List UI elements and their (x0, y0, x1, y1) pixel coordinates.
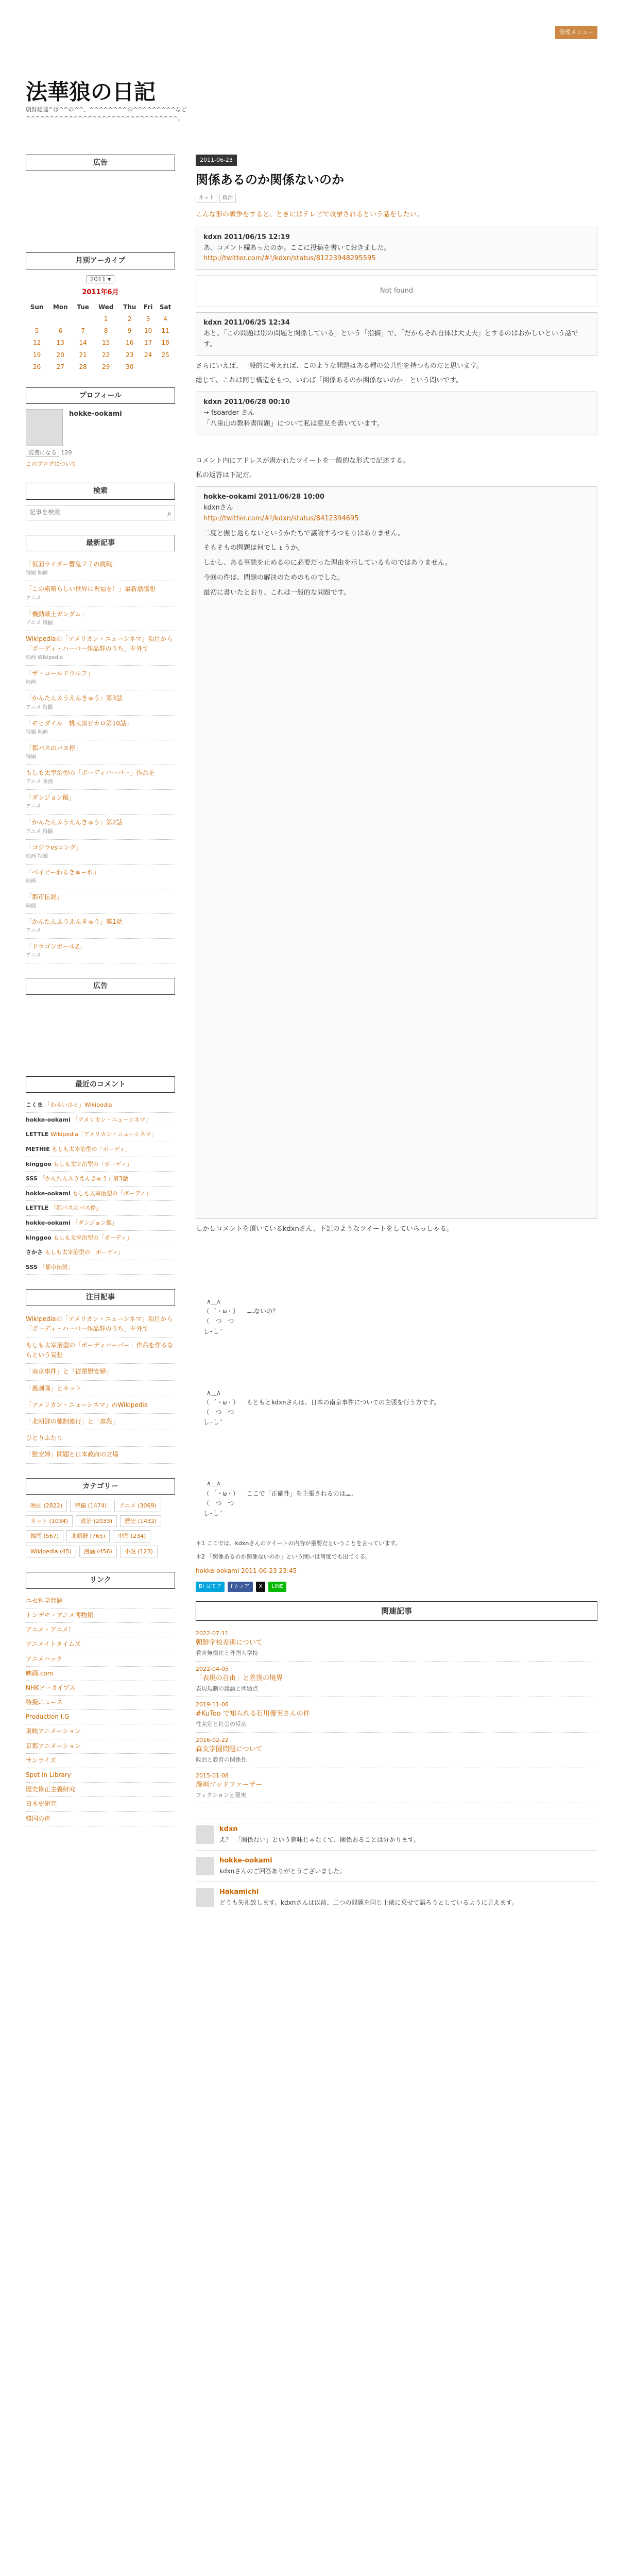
calendar-day[interactable]: 24 (144, 351, 152, 359)
search-widget (26, 483, 175, 520)
calendar-day[interactable]: 12 (32, 339, 41, 347)
share-button[interactable]: LINE (268, 1582, 286, 1592)
paragraph: 二度と振じ返らないというかたちで議論するつもりはありません。 (203, 529, 405, 537)
list-item (26, 939, 175, 963)
calendar-week (26, 313, 175, 325)
profile-widget (26, 387, 175, 469)
category-link[interactable]: 北朝鮮 (765) (66, 1530, 110, 1543)
comment-link[interactable]: もしも太宰治型の「ボーディ」 (53, 1160, 132, 1167)
external-link[interactable]: ニセ科学問題 (26, 1594, 175, 1608)
article-link[interactable]: Wikipediaの「アメリカン・ニューシネマ」項目から「ボーディ・ハーパー作品群のうち」を外す (26, 635, 173, 652)
site-title[interactable]: 法華狼の日記 (26, 79, 156, 105)
calendar-week (26, 349, 175, 361)
comment-author[interactable]: hokke-ookami (26, 1219, 73, 1226)
related-item (196, 1662, 597, 1697)
calendar-day[interactable]: 27 (56, 363, 64, 370)
embed-not-found: Not found (196, 275, 597, 307)
calendar-day[interactable]: 13 (56, 339, 64, 347)
paragraph: そもそもの問題は何でしょうか。 (203, 544, 304, 552)
popular-link[interactable]: 「風刺画」とネット (26, 1384, 82, 1392)
popular-link[interactable]: 「アメリカン・ニューシネマ」のWikipedia (26, 1401, 148, 1409)
related-date: 2022-04-05 (196, 1665, 229, 1672)
article-link[interactable]: 「都バスのバス停」 (26, 744, 82, 752)
list-item (26, 1187, 175, 1201)
search-icon[interactable]: ⌕ (167, 509, 171, 518)
list-item (26, 1098, 175, 1113)
article-link[interactable]: 「機動戦士ガンダム」 (26, 610, 88, 618)
article-link[interactable]: 「仮面ライダー響鬼２７の挑戦」 (26, 561, 118, 568)
list-item (26, 1397, 175, 1414)
comment-link[interactable]: Wikipedia「アメリカン・ニューシネマ」 (50, 1131, 157, 1138)
comment-author[interactable]: Hakamichi (219, 1888, 259, 1896)
share-button[interactable]: X (256, 1582, 266, 1592)
paragraph: さらにいえば、一般的に考えれば、このような問題はある種の公共性を持つものだと思います。 (196, 362, 483, 370)
list-item (26, 765, 175, 790)
quote-body: → fsoarder さん (203, 409, 255, 417)
article-meta: 映画 (26, 680, 36, 686)
popular-title: 注目記事 (26, 1289, 175, 1306)
calendar-day (73, 313, 93, 325)
comment-link[interactable]: 「かんたんふうえんきゅう」第3話 (39, 1175, 128, 1182)
calendar-day[interactable]: 21 (79, 351, 87, 359)
calendar-day (26, 313, 48, 325)
recent-comments-title: 最近のコメント (26, 1076, 175, 1093)
related-date: 2022-07-11 (196, 1630, 229, 1637)
calendar-day[interactable]: 4 (163, 315, 167, 323)
sidebar (26, 155, 175, 1841)
article-meta: 特撮 映画 (26, 570, 48, 577)
quote-body: kdxnさん (203, 503, 233, 512)
article-meta: アニメ 特撮 (26, 620, 53, 626)
comment-body: kdxnさんのご回答ありがとうございました。 (219, 1868, 346, 1875)
comment-link[interactable]: 「都市伝説」 (39, 1263, 74, 1270)
article-meta: アニメ 特撮 (26, 828, 53, 835)
related-link[interactable]: 漫画ゴッドファーザー (196, 1781, 263, 1789)
list-item (26, 690, 175, 715)
article-link[interactable]: 「ダンジョン飯」 (26, 794, 75, 802)
popular-link[interactable]: ひとりふたり (26, 1434, 63, 1442)
external-link[interactable]: アニメイトタイムズ (26, 1637, 175, 1652)
category-title: カテゴリー (26, 1478, 175, 1495)
list-item (26, 1364, 175, 1380)
list-item (26, 666, 175, 690)
comment-author[interactable]: SSS (26, 1175, 40, 1182)
search-title: 検索 (26, 483, 175, 499)
article-meta: アニメ (26, 804, 41, 810)
comment (196, 1882, 597, 1913)
external-link[interactable]: 映画.com (26, 1667, 175, 1681)
quote-body: 「八重山の教科書問題」について私は意見を書いています。 (203, 419, 384, 428)
calendar-day[interactable]: 15 (102, 339, 110, 347)
article-link[interactable]: 「かんたんふうえんきゅう」第2話 (26, 819, 123, 826)
comment-body: どうも失礼致します。kdxnさんは以前、二つの問題を同じ土俵に乗せて語ろうとしているように見えます。 (219, 1899, 518, 1907)
links-widget (26, 1572, 175, 1826)
related-excerpt: 教育無償化と外国人学校 (196, 1649, 258, 1656)
related-link[interactable]: 森友学園問題について (196, 1745, 263, 1754)
external-link[interactable]: アニメハック (26, 1652, 175, 1667)
comment-author[interactable]: kinggoo (26, 1234, 54, 1241)
article-meta: アニメ (26, 953, 41, 959)
ad-space (26, 176, 175, 238)
category-link[interactable]: ネット (1034) (26, 1515, 73, 1528)
comment-link[interactable]: 「ダンジョン飯」 (72, 1219, 118, 1226)
related-item (196, 1733, 597, 1768)
quote-link[interactable]: http://twitter.com/#!/kdxn/status/81223948295595 (203, 255, 376, 263)
post-date[interactable]: 2011-06-23 (196, 155, 237, 166)
article-link[interactable]: 「かんたんふうえんきゅう」第1話 (26, 918, 123, 926)
category-link[interactable]: 特撮 (1474) (70, 1500, 111, 1512)
profile-name[interactable]: hokke-ookami (69, 410, 122, 418)
list-item (26, 1414, 175, 1430)
footnote: ＊2 「関係あるのか関係ないのか」という問いは何度でも出てくる。 (196, 1553, 371, 1560)
list-item (26, 1113, 175, 1128)
calendar (26, 301, 175, 373)
article-meta: 映画 (26, 903, 36, 909)
category-link[interactable]: 韓国 (567) (26, 1530, 63, 1543)
post-title[interactable]: 関係あるのか関係ないのか (196, 172, 344, 187)
calendar-week (26, 361, 175, 373)
calendar-day[interactable]: 6 (58, 327, 63, 335)
calendar-day[interactable]: 8 (104, 327, 108, 335)
article-link[interactable]: 「モビダイル 桃太郎ピカロ第10話」 (26, 719, 133, 727)
comment-author[interactable]: hokke-ookami (26, 1190, 73, 1197)
note: コメント内にアドレスが書かれたツイートを一般的な形式で記述する。 (196, 456, 409, 465)
comment-link[interactable]: もしも太宰治型の「ボーディ」 (44, 1249, 124, 1256)
calendar-day (48, 313, 73, 325)
ascii-art-1: ∧＿∧ （ ´・ω・） ……ないの？ （ つ つ し-し' (203, 1297, 279, 1335)
comment-author[interactable]: LETTLE (26, 1205, 51, 1212)
page (10, 0, 608, 2576)
list-item (26, 581, 175, 606)
quote-head: kdxn 2011/06/25 12:34 (203, 319, 290, 327)
related-item (196, 1626, 597, 1662)
calendar-week (26, 325, 175, 337)
list-item (26, 1381, 175, 1397)
related-date: 2015-01-08 (196, 1772, 229, 1779)
recent-comments-widget (26, 1076, 175, 1275)
article-meta: 映画 Wikipedia (26, 655, 63, 661)
note: 私の返答は下記だ。 (196, 471, 256, 480)
list-item (26, 1337, 175, 1364)
list-item (26, 1245, 175, 1260)
external-link[interactable]: 特撮ニュース (26, 1696, 175, 1710)
ad-widget (26, 155, 175, 238)
category-link[interactable]: アニメ (3069) (114, 1500, 161, 1512)
external-link[interactable]: サンライズ (26, 1754, 175, 1768)
comment-author[interactable]: さかさ (26, 1249, 45, 1256)
archive-title: 月別アーカイブ (26, 252, 175, 269)
external-link[interactable]: NHKアーカイブス (26, 1681, 175, 1696)
quote-4 (196, 486, 597, 1219)
article-meta: アニメ (26, 595, 41, 601)
category-widget (26, 1478, 175, 1558)
comment-link[interactable]: 「わるいひと」Wikipedia (44, 1101, 112, 1109)
footnote: ＊1 ここでは、kdxnさんのツイートの内容が重要だということを言っています。 (196, 1540, 401, 1547)
related-excerpt: 政治と教育の関係性 (196, 1756, 247, 1763)
popular-widget (26, 1289, 175, 1463)
article-meta: 映画 特撮 (26, 853, 48, 859)
calendar-day[interactable]: 22 (102, 351, 110, 359)
list-item (26, 606, 175, 631)
popular-link[interactable]: もしも太宰治型の「ボーディハーパー」作品を作るならという妄想 (26, 1342, 174, 1359)
popular-link[interactable]: 「慰安婦」問題と日本政府の立場 (26, 1451, 119, 1459)
external-link[interactable]: トンデモ・アニメ博物館 (26, 1608, 175, 1623)
paragraph: 今回の件は、問題の解決のためのものでした。 (203, 573, 345, 582)
quote-1 (196, 227, 597, 270)
list-item (26, 865, 175, 889)
calendar-weekday: Fri (143, 303, 153, 311)
calendar-weekday: Sun (30, 303, 44, 311)
comment-author[interactable]: hokke-ookami (219, 1857, 272, 1865)
list-item (26, 1172, 175, 1187)
ad-space-2 (26, 1000, 175, 1062)
calendar-day[interactable]: 11 (161, 327, 169, 335)
calendar-day[interactable]: 16 (126, 339, 134, 347)
comment (196, 1850, 597, 1882)
comment-author[interactable]: kdxn (219, 1825, 238, 1834)
list-item (26, 1311, 175, 1337)
ascii-art-2: ∧＿∧ （ ´・ω・） もともとkdxnさんは、日本の南京事件についての主張を行う方です。 （ つ つ し-し' (203, 1388, 440, 1426)
archive-current-month[interactable]: 2011年6月 (82, 288, 119, 296)
list-item (26, 1127, 175, 1142)
list-item (26, 716, 175, 740)
calendar-day[interactable]: 3 (146, 315, 150, 323)
comment-author[interactable]: LETTLE (26, 1131, 51, 1138)
comment-link[interactable]: 「都バスのバス停」 (50, 1205, 102, 1212)
category-link[interactable]: 中国 (234) (113, 1530, 150, 1543)
calendar-day[interactable]: 17 (144, 339, 152, 347)
avatar[interactable] (196, 1888, 214, 1907)
related-link[interactable]: #KuToo で知られる石川優実さんの件 (196, 1710, 310, 1718)
article-link[interactable]: 「ザ・コールドウルフ」 (26, 670, 94, 677)
external-link[interactable]: 京都アニメーション (26, 1739, 175, 1754)
category-link[interactable]: 歴史 (1432) (120, 1515, 161, 1528)
popular-link[interactable]: 「北朝鮮の強制連行」と「虐殺」 (26, 1418, 119, 1426)
calendar-day[interactable]: 25 (161, 351, 169, 359)
author-line[interactable]: hokke-ookami 2011-06-23 23:45 (196, 1567, 297, 1575)
popular-link[interactable]: Wikipediaの「アメリカン・ニューシネマ」項目から「ボーディ・ハーパー作品群のうち」を外す (26, 1315, 173, 1332)
list-item (26, 740, 175, 765)
quote-head: kdxn 2011/06/28 00:10 (203, 398, 290, 406)
article-link[interactable]: 「都市伝説」 (26, 893, 63, 901)
comment-link[interactable]: もしも太宰治型の「ボーディ」 (72, 1190, 151, 1197)
related-excerpt: フィクションと現実 (196, 1791, 246, 1799)
article-link[interactable]: 「この素晴らしい世界に祝福を！」最新話感想 (26, 585, 156, 593)
list-item (26, 889, 175, 914)
site-header (10, 0, 608, 124)
archive-widget (26, 252, 175, 373)
list-item (26, 556, 175, 581)
avatar[interactable] (196, 1825, 214, 1844)
search-input[interactable] (26, 505, 159, 519)
quote-body: あと、「この問題は別の問題と関係している」という「指摘」で、「だからそれ自体は大丈夫」とするのはおかしいという話です。 (203, 329, 578, 348)
about-blog-link[interactable]: このブログについて (26, 460, 77, 467)
external-link[interactable]: Production I.G (26, 1710, 175, 1724)
related-link[interactable]: 朝鮮学校差別について (196, 1639, 263, 1647)
paragraph: しかし、ある事態を止めるのに必要だった理由を示しているものではありません。 (203, 559, 452, 567)
paragraph: しかしコメントを頂いているkdxnさん、下記のようなツイートをしていらっしゃる。 (196, 1225, 453, 1233)
related-item (196, 1697, 597, 1733)
post-lead: こんな形の戦争をすると、ときにはテレビで攻撃されるという話をしたい。 (196, 210, 423, 218)
external-link[interactable]: Spot in Library (26, 1768, 175, 1783)
article-meta: アニメ (26, 928, 41, 934)
calendar-day[interactable]: 10 (144, 327, 152, 335)
tag-link[interactable]: 政治 (219, 194, 236, 203)
calendar-weekday: Mon (53, 303, 68, 311)
ascii-art-3: ∧＿∧ （ ´・ω・） ここで「正確性」を主張されるのは…… （ つ つ し-し' (203, 1480, 353, 1517)
calendar-day[interactable]: 14 (79, 339, 87, 347)
related-date: 2019-11-08 (196, 1701, 229, 1708)
archive-year-select[interactable]: 2011 ▾ (26, 275, 175, 284)
related-excerpt: 性差別と社会の反応 (196, 1720, 247, 1727)
comment-author[interactable]: hokke-ookami (26, 1116, 73, 1123)
calendar-day[interactable]: 18 (161, 339, 169, 347)
calendar-day[interactable]: 1 (104, 315, 108, 323)
article-meta: 特撮 (26, 754, 36, 760)
quote-2 (196, 312, 597, 355)
related-title: 関連記事 (196, 1601, 597, 1621)
list-item (26, 815, 175, 839)
calendar-weekday: Thu (123, 303, 136, 311)
external-link[interactable]: 歴史修正主義研究 (26, 1783, 175, 1797)
list-item (26, 1157, 175, 1172)
article-meta: 特撮 映画 (26, 729, 48, 735)
admin-menu-button[interactable]: 管理メニュー (555, 26, 597, 39)
quote-link[interactable]: http://twitter.com/#!/kdxn/status/8412394695 (203, 514, 359, 522)
article-meta: アニメ 映画 (26, 779, 53, 785)
calendar-day[interactable]: 26 (32, 363, 41, 370)
list-item (26, 914, 175, 939)
list-item (26, 840, 175, 865)
article-link[interactable]: 「かんたんふうえんきゅう」第3話 (26, 694, 123, 702)
content-columns (10, 124, 608, 2576)
external-link[interactable]: アニメ・アニメ！ (26, 1623, 175, 1637)
main-article (196, 155, 597, 1913)
calendar-day[interactable]: 9 (127, 327, 132, 335)
calendar-weekday: Wed (98, 303, 114, 311)
article-link[interactable]: 「ドラゴンボールZ」 (26, 943, 85, 951)
ad-widget-2 (26, 978, 175, 1061)
paragraph: 最初に書いたとおり、これは一般的な問題です。 (203, 588, 350, 597)
ad-title: 広告 (26, 155, 175, 171)
site-description: 朝鮮総連^は^^の^^、^^^^^^^^の^^^^^^^^^など^^^^^^^^^^^^^^^^^^^^^^^^^^^^^^^^。 (26, 106, 187, 122)
external-link[interactable]: 韓国の声 (26, 1812, 175, 1826)
quote-3 (196, 392, 597, 435)
related-excerpt: 表現規制の議論と問題点 (196, 1685, 258, 1692)
calendar-day[interactable]: 28 (79, 363, 87, 370)
calendar-day[interactable]: 20 (56, 351, 64, 359)
calendar-day[interactable]: 5 (35, 327, 39, 335)
recent-articles-title: 最新記事 (26, 535, 175, 551)
calendar-weekday: Tue (77, 303, 89, 311)
follow-count: 120 (61, 449, 72, 456)
list-item (26, 1201, 175, 1216)
category-link[interactable]: 政治 (2033) (76, 1515, 117, 1528)
article-link[interactable]: 「ゴジラvsコング」 (26, 843, 82, 851)
article-meta: 映画 (26, 878, 36, 884)
comment-author[interactable]: SSS (26, 1263, 40, 1270)
tag-link[interactable]: ネット (196, 194, 217, 203)
calendar-day[interactable]: 7 (81, 327, 85, 335)
related-link[interactable]: 「表現の自由」と差別の境界 (196, 1674, 283, 1683)
calendar-day[interactable]: 19 (32, 351, 41, 359)
category-link[interactable]: 映画 (2822) (26, 1500, 67, 1512)
calendar-week (26, 337, 175, 349)
list-item (26, 631, 175, 666)
share-buttons (196, 1582, 597, 1592)
quote-body: あ、コメント欄あったのか。ここに投稿を書いておきました。 (203, 244, 391, 252)
comment-author[interactable]: こくま (26, 1101, 45, 1109)
list-item (26, 790, 175, 815)
quote-head: kdxn 2011/06/15 12:19 (203, 233, 290, 241)
ad-title-2: 広告 (26, 978, 175, 994)
comment-link[interactable]: もしも太宰治型の「ボーディ」 (52, 1146, 131, 1153)
comment-author[interactable]: METHIE (26, 1146, 52, 1153)
share-button[interactable]: f シェア (228, 1582, 253, 1592)
calendar-day (141, 361, 156, 373)
list-item (26, 1142, 175, 1157)
calendar-day (156, 361, 175, 373)
comment-link[interactable]: もしも太宰治型の「ボーディ」 (53, 1234, 132, 1241)
comment-author[interactable]: kinggoo (26, 1160, 54, 1167)
calendar-day[interactable]: 30 (126, 363, 134, 370)
popular-link[interactable]: 「南京事件」と「従軍慰安婦」 (26, 1368, 113, 1376)
links-title: リンク (26, 1572, 175, 1588)
calendar-day[interactable]: 2 (127, 315, 132, 323)
profile-title: プロフィール (26, 387, 175, 404)
comment (196, 1819, 597, 1850)
article-link[interactable]: 「ベイビーわるきゅーれ」 (26, 868, 100, 876)
article-meta: アニメ 特撮 (26, 704, 53, 710)
external-link[interactable]: 日本史研究 (26, 1797, 175, 1811)
list-item (26, 1231, 175, 1246)
avatar[interactable] (26, 409, 63, 446)
recent-articles-widget (26, 535, 175, 964)
quote-head: hokke-ookami 2011/06/28 10:00 (203, 493, 324, 501)
follow-button[interactable]: 読者になる (26, 449, 59, 456)
category-link[interactable]: 漫画 (456) (79, 1546, 117, 1558)
article-link[interactable]: もしも太宰治型の「ボーディハーパー」作品を (26, 769, 155, 776)
share-button[interactable]: B! はてブ (196, 1582, 225, 1592)
list-item (26, 1430, 175, 1447)
comment-body: え？ 「関係ない」という意味じゃなくて、関係あることは分かります。 (219, 1836, 420, 1844)
post-tags (196, 193, 597, 204)
category-link[interactable]: Wikipedia (45) (26, 1546, 76, 1558)
calendar-day[interactable]: 29 (102, 363, 110, 370)
external-link[interactable]: 東映アニメーション (26, 1724, 175, 1739)
list-item (26, 1216, 175, 1231)
list-item (26, 1447, 175, 1463)
calendar-weekday: Sat (159, 303, 171, 311)
comment-link[interactable]: 「アメリカン・ニューシネマ」 (72, 1116, 151, 1123)
related-item (196, 1768, 597, 1804)
list-item (26, 1260, 175, 1275)
paragraph: 総じて、これは同じ構造をもつ、いわば「関係あるのか関係ないのか」という問いです。 (196, 377, 463, 385)
avatar[interactable] (196, 1857, 214, 1875)
category-link[interactable]: 小説 (123) (120, 1546, 158, 1558)
calendar-day[interactable]: 23 (126, 351, 134, 359)
related-date: 2016-02-22 (196, 1736, 229, 1743)
